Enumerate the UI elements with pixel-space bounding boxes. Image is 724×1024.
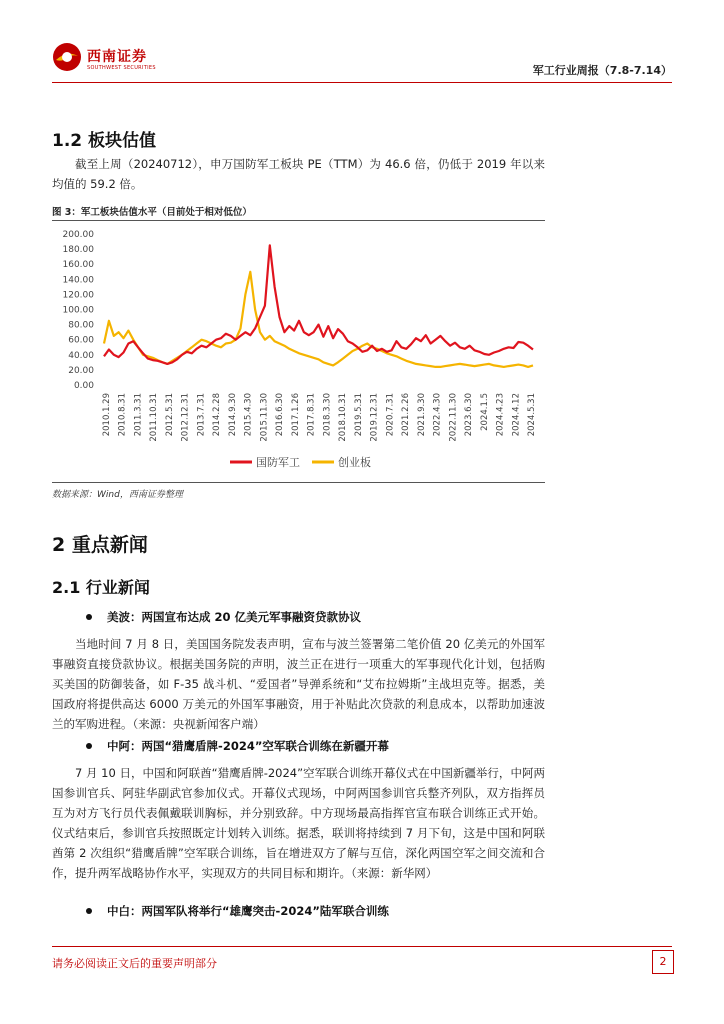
x-tick-label: 2017.1.26 xyxy=(290,393,301,437)
y-tick-label: 140.00 xyxy=(62,275,94,286)
x-tick-label: 2019.5.31 xyxy=(353,393,364,437)
x-tick-label: 2010.1.29 xyxy=(102,393,112,437)
x-tick-label: 2018.10.31 xyxy=(338,393,349,442)
company-logo-icon xyxy=(52,42,82,72)
valuation-paragraph xyxy=(52,154,545,194)
x-tick-label: 2014.2.28 xyxy=(212,393,223,437)
news-text-2: 7 月 10 日，中国和阿联酋“猎鹰盾牌-2024”空军联合训练开幕仪式在中国新疆举行，中阿两国参训官兵、阿驻华副武官参加仪式。开幕仪式现场，中阿两国参训官兵整齐列队，双方指挥员互为对方飞行员代表佩戴联训胸标，并分别致辞。中方现场最高指挥官宣布联合训练正式开始。仪式结束后，参训官兵按照既定计划转入训练。据悉，联训将持续到 7 月下旬，这是中国和阿联酋第 2 次组织“猎鹰盾牌”空军联合训练，旨在增进双方了解与互信，深化两国空军之间交流和合作，提升两军战略协作水平，实现双方的共同目标和期许。（来源：新华网） xyxy=(52,766,545,880)
y-tick-label: 20.00 xyxy=(68,365,94,376)
logo-text: 西南证券 xyxy=(87,49,147,65)
x-tick-label: 2010.8.31 xyxy=(117,393,128,437)
figure-source: 数据来源：Wind，西南证券整理 xyxy=(52,490,183,500)
section-heading-news: 2 重点新闻 xyxy=(52,534,148,556)
news-body-1 xyxy=(52,634,545,734)
x-tick-label: 2013.7.31 xyxy=(196,393,207,437)
news-title-2: 中阿：两国“猎鹰盾牌-2024”空军联合训练在新疆开幕 xyxy=(107,739,389,753)
chart-legend xyxy=(230,455,371,469)
logo-subtitle: SOUTHWEST SECURITIES xyxy=(87,65,156,71)
y-tick-label: 120.00 xyxy=(62,290,94,301)
x-tick-label: 2024.1.5 xyxy=(479,393,490,431)
x-tick-label: 2022.4.30 xyxy=(432,393,443,437)
bullet-dot-icon xyxy=(86,614,92,620)
x-tick-label: 2011.10.31 xyxy=(149,393,160,442)
x-tick-label: 2012.12.31 xyxy=(180,393,191,442)
y-tick-label: 40.00 xyxy=(68,350,94,361)
y-tick-label: 180.00 xyxy=(62,245,94,256)
x-axis xyxy=(102,393,537,442)
x-tick-label: 2024.4.23 xyxy=(495,393,506,437)
figure-top-rule xyxy=(52,220,545,221)
news-bullet-1 xyxy=(86,609,361,625)
x-tick-label: 2015.11.30 xyxy=(259,393,270,442)
y-tick-label: 0.00 xyxy=(73,381,94,391)
valuation-text: 截至上周（20240712），申万国防军工板块 PE（TTM）为 46.6 倍，仍低于 2019 年以来均值的 59.2 倍。 xyxy=(52,157,545,191)
series-lines xyxy=(104,245,533,367)
section-heading-valuation: 1.2 板块估值 xyxy=(52,131,157,151)
news-body-2 xyxy=(52,763,545,883)
news-text-1: 当地时间 7 月 8 日，美国国务院发表声明，宣布与波兰签署第二笔价值 20 亿美元的外国军事融资直接贷款协议。根据美国务院的声明，波兰正在进行一项重大的军事现代化计划，包括购买美国的防御装备，如 F-35 战斗机、“爱国者”导弹系统和“艾布拉姆斯”主战坦克等。据悉，美国政府将提供高达 6000 万美元的外国军事融资，用于补贴此次贷款的利息成本，以帮助加速波兰的军购进程。（来源：央视新闻客户端） xyxy=(52,637,545,731)
news-bullet-3 xyxy=(86,903,389,919)
legend-label: 创业板 xyxy=(338,456,371,469)
bullet-dot-icon xyxy=(86,743,92,749)
x-tick-label: 2021.2.26 xyxy=(401,393,412,437)
x-tick-label: 2023.6.30 xyxy=(464,393,475,437)
x-tick-label: 2016.6.30 xyxy=(275,393,286,437)
legend-label: 国防军工 xyxy=(256,456,300,469)
y-tick-label: 200.00 xyxy=(62,230,94,240)
report-title: 军工行业周报（7.8-7.14） xyxy=(532,64,672,77)
x-tick-label: 2011.3.31 xyxy=(133,393,144,437)
x-tick-label: 2024.5.31 xyxy=(527,393,537,437)
footer-divider xyxy=(52,946,672,947)
y-tick-label: 80.00 xyxy=(68,320,94,331)
x-tick-label: 2014.9.30 xyxy=(227,393,238,437)
figure-bottom-rule xyxy=(52,482,545,483)
figure-title: 图 3：军工板块估值水平（目前处于相对低位） xyxy=(52,207,252,218)
x-tick-label: 2022.11.30 xyxy=(448,393,459,442)
page-number: 2 xyxy=(652,950,674,974)
series-line-chinext xyxy=(104,272,533,367)
news-title-1: 美波：两国宣布达成 20 亿美元军事融资贷款协议 xyxy=(107,610,362,624)
x-tick-label: 2015.4.30 xyxy=(243,393,254,437)
x-tick-label: 2020.7.31 xyxy=(385,393,396,437)
x-tick-label: 2019.12.31 xyxy=(369,393,380,442)
x-tick-label: 2024.4.12 xyxy=(511,393,522,437)
x-tick-label: 2017.8.31 xyxy=(306,393,317,437)
news-title-3: 中白：两国军队将举行“雄鹰突击-2024”陆军联合训练 xyxy=(107,904,389,918)
header-divider xyxy=(52,82,672,83)
subsection-heading-industry-news: 2.1 行业新闻 xyxy=(52,578,150,597)
pe-valuation-chart xyxy=(52,222,545,482)
series-line-defense xyxy=(104,245,533,364)
y-tick-label: 60.00 xyxy=(68,335,94,346)
x-tick-label: 2018.3.30 xyxy=(322,393,333,437)
footer-disclaimer: 请务必阅读正文后的重要声明部分 xyxy=(52,957,217,970)
y-tick-label: 160.00 xyxy=(62,260,94,271)
news-bullet-2 xyxy=(86,738,389,754)
x-tick-label: 2012.5.31 xyxy=(164,393,175,437)
y-axis xyxy=(63,230,95,391)
y-tick-label: 100.00 xyxy=(62,305,94,316)
x-tick-label: 2021.9.30 xyxy=(416,393,427,437)
page-header xyxy=(0,0,724,84)
bullet-dot-icon xyxy=(86,908,92,914)
